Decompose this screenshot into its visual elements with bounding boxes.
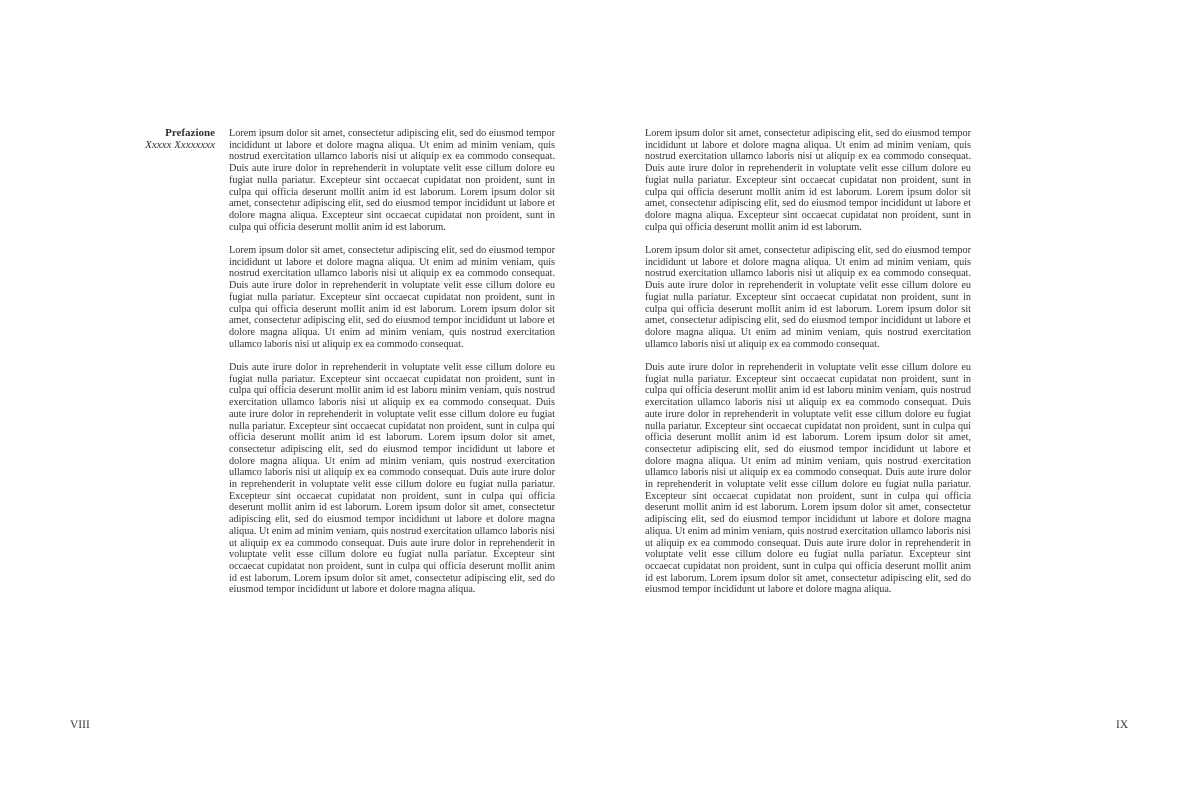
page-number-left: VIII bbox=[70, 719, 90, 731]
paragraph: Lorem ipsum dolor sit amet, consectetur adipiscing elit, sed do eiusmod tempor incididunt ut labore et dolore magna aliqua. Ut enim ad minim veniam, quis nostrud exercitation ullamco laboris nisi ut aliquip ex ea commodo consequat. Duis aute irure dolor in reprehenderit in voluptate velit esse cillum dolore eu fugiat nulla pariatur. Excepteur sint occaecat cupidatat non proident, sunt in culpa qui officia deserunt mollit anim id est laborum. Lorem ipsum dolor sit amet, consectetur adipiscing elit, sed do eiusmod tempor incididunt ut labore et dolore magna aliqua. Ut enim ad minim veniam, quis nostrud exercitation ullamco laboris nisi ut aliquip ex ea commodo consequat. bbox=[645, 245, 971, 350]
paragraph: Lorem ipsum dolor sit amet, consectetur adipiscing elit, sed do eiusmod tempor incididunt ut labore et dolore magna aliqua. Ut enim ad minim veniam, quis nostrud exercitation ullamco laboris nisi ut aliquip ex ea commodo consequat. Duis aute irure dolor in reprehenderit in voluptate velit esse cillum dolore eu fugiat nulla pariatur. Excepteur sint occaecat cupidatat non proident, sunt in culpa qui officia deserunt mollit anim id est laborum. Lorem ipsum dolor sit amet, consectetur adipiscing elit, sed do eiusmod tempor incididunt ut labore et dolore magna aliqua. Ut enim ad minim veniam, quis nostrud exercitation ullamco laboris nisi ut aliquip ex ea commodo consequat. bbox=[229, 245, 555, 350]
right-page-text bbox=[645, 128, 971, 608]
paragraph: Duis aute irure dolor in reprehenderit in voluptate velit esse cillum dolore eu fugiat nulla pariatur. Excepteur sint occaecat cupidatat non proident, sunt in culpa qui officia deserunt mollit anim id est laboru minim veniam, quis nostrud exercitation ullamco laboris nisi ut aliquip ex ea commodo consequat. Duis aute irure dolor in reprehenderit in voluptate velit esse cillum dolore eu fugiat nulla pariatur. Excepteur sint occaecat cupidatat non proident, sunt in culpa qui officia deserunt mollit anim id est laborum. Lorem ipsum dolor sit amet, consectetur adipiscing elit, sed do eiusmod tempor incididunt ut labore et dolore magna aliqua. Ut enim ad minim veniam, quis nostrud exercitation ullamco laboris nisi ut aliquip ex ea commodo consequat. Duis aute irure dolor in reprehenderit in voluptate velit esse cillum dolore eu fugiat nulla pariatur. Excepteur sint occaecat cupidatat non proident, sunt in culpa qui officia deserunt mollit anim id est laborum. Lorem ipsum dolor sit amet, consectetur adipiscing elit, sed do eiusmod tempor incididunt ut labore et dolore magna aliqua. Ut enim ad minim veniam, quis nostrud exercitation ullamco laboris nisi ut aliquip ex ea commodo consequat. Duis aute irure dolor in reprehenderit in voluptate velit esse cillum dolore eu fugiat nulla pariatur. Excepteur sint occaecat cupidatat non proident, sunt in culpa qui officia deserunt mollit anim id est laborum. Lorem ipsum dolor sit amet, consectetur adipiscing elit, sed do eiusmod tempor incididunt ut labore et dolore magna aliqua. bbox=[229, 362, 555, 596]
chapter-author: Xxxxx Xxxxxxxx bbox=[145, 139, 215, 151]
paragraph: Lorem ipsum dolor sit amet, consectetur adipiscing elit, sed do eiusmod tempor incididunt ut labore et dolore magna aliqua. Ut enim ad minim veniam, quis nostrud exercitation ullamco laboris nisi ut aliquip ex ea commodo consequat. Duis aute irure dolor in reprehenderit in voluptate velit esse cillum dolore eu fugiat nulla pariatur. Excepteur sint occaecat cupidatat non proident, sunt in culpa qui officia deserunt mollit anim id est laborum. Lorem ipsum dolor sit amet, consectetur adipiscing elit, sed do eiusmod tempor incididunt ut labore et dolore magna aliqua. Excepteur sint occaecat cupidatat non proident, sunt in culpa qui officia deserunt mollit anim id est laborum. bbox=[645, 128, 971, 233]
paragraph: Lorem ipsum dolor sit amet, consectetur adipiscing elit, sed do eiusmod tempor incididunt ut labore et dolore magna aliqua. Ut enim ad minim veniam, quis nostrud exercitation ullamco laboris nisi ut aliquip ex ea commodo consequat. Duis aute irure dolor in reprehenderit in voluptate velit esse cillum dolore eu fugiat nulla pariatur. Excepteur sint occaecat cupidatat non proident, sunt in culpa qui officia deserunt mollit anim id est laborum. Lorem ipsum dolor sit amet, consectetur adipiscing elit, sed do eiusmod tempor incididunt ut labore et dolore magna aliqua. Excepteur sint occaecat cupidatat non proident, sunt in culpa qui officia deserunt mollit anim id est laborum. bbox=[229, 128, 555, 233]
left-page-text bbox=[229, 128, 555, 608]
paragraph: Duis aute irure dolor in reprehenderit in voluptate velit esse cillum dolore eu fugiat nulla pariatur. Excepteur sint occaecat cupidatat non proident, sunt in culpa qui officia deserunt mollit anim id est laboru minim veniam, quis nostrud exercitation ullamco laboris nisi ut aliquip ex ea commodo consequat. Duis aute irure dolor in reprehenderit in voluptate velit esse cillum dolore eu fugiat nulla pariatur. Excepteur sint occaecat cupidatat non proident, sunt in culpa qui officia deserunt mollit anim id est laborum. Lorem ipsum dolor sit amet, consectetur adipiscing elit, sed do eiusmod tempor incididunt ut labore et dolore magna aliqua. Ut enim ad minim veniam, quis nostrud exercitation ullamco laboris nisi ut aliquip ex ea commodo consequat. Duis aute irure dolor in reprehenderit in voluptate velit esse cillum dolore eu fugiat nulla pariatur. Excepteur sint occaecat cupidatat non proident, sunt in culpa qui officia deserunt mollit anim id est laborum. Lorem ipsum dolor sit amet, consectetur adipiscing elit, sed do eiusmod tempor incididunt ut labore et dolore magna aliqua. Ut enim ad minim veniam, quis nostrud exercitation ullamco laboris nisi ut aliquip ex ea commodo consequat. Duis aute irure dolor in reprehenderit in voluptate velit esse cillum dolore eu fugiat nulla pariatur. Excepteur sint occaecat cupidatat non proident, sunt in culpa qui officia deserunt mollit anim id est laborum. Lorem ipsum dolor sit amet, consectetur adipiscing elit, sed do eiusmod tempor incididunt ut labore et dolore magna aliqua. bbox=[645, 362, 971, 596]
page-number-right: IX bbox=[1116, 719, 1129, 731]
chapter-title: Prefazione bbox=[165, 127, 215, 139]
chapter-heading bbox=[120, 127, 215, 151]
